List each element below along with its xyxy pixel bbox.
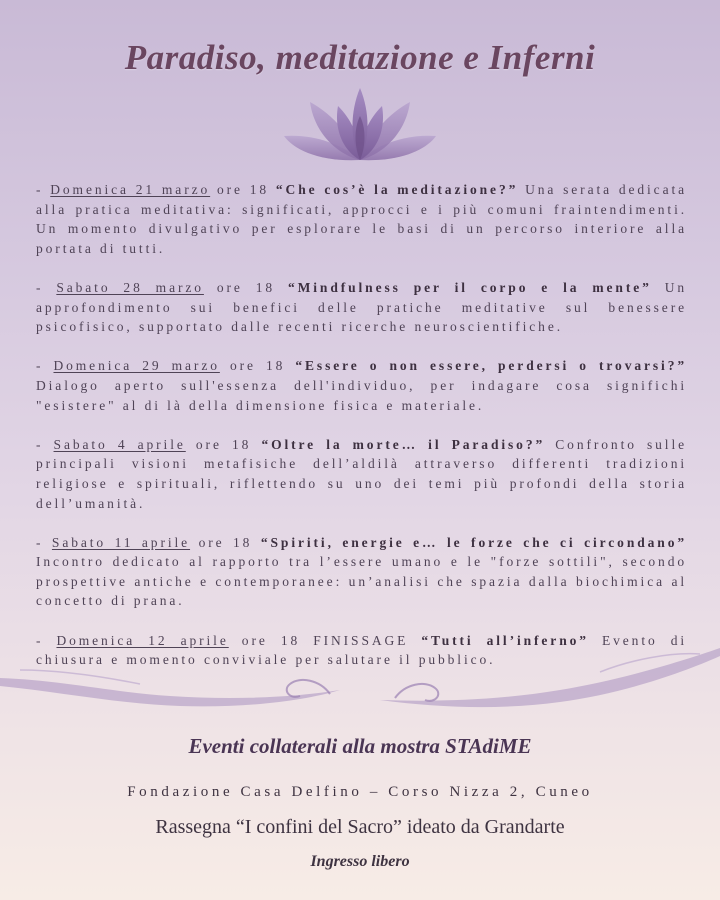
event-date: Domenica 21 marzo (50, 182, 211, 197)
page-title: Paradiso, meditazione e Inferni (124, 38, 596, 77)
event-description: Evento di chiusura e momento conviviale per salutare il pubblico. (36, 632, 687, 668)
event-description: Una serata dedicata alla pratica meditativa: significati, approcci e i più comuni fraintendimenti. Un momento divulgativo per esplorare le basi di un percorso interiore alla portata di tutti. (36, 182, 688, 256)
series-credit: Rassegna “I confini del Sacro” ideato da Grandarte (155, 816, 565, 838)
event-title: “Tutti all’inferno” (421, 632, 589, 648)
event-item (36, 435, 687, 513)
event-prefix: - (36, 534, 52, 550)
lotus-icon (280, 84, 440, 170)
event-prefix: - (36, 632, 57, 648)
venue-address: Fondazione Casa Delfino – Corso Nizza 2, Cuneo (127, 784, 593, 800)
event-time: ore 18 (203, 279, 288, 295)
event-description: Dialogo aperto sull'essenza dell'individuo, per indagare cosa significhi "esistere" al di là della dimensione fisica e materiale. (36, 377, 687, 413)
event-description: Confronto sulle principali visioni metafisiche dell’aldilà attraverso differenti tradizioni religiose e spirituali, riflettendo su uno dei temi più profondi della storia dell’umanità. (36, 436, 688, 511)
event-date: Domenica 29 marzo (53, 358, 220, 374)
event-time: ore 18 (185, 436, 262, 452)
event-item (36, 180, 687, 258)
event-description: Un approfondimento sui benefici delle pratiche meditative sul benessere psicofisico, supportato dalle recenti ricerche neuroscientifiche. (36, 279, 688, 335)
event-date: Sabato 11 aprile (51, 534, 191, 550)
event-item (36, 533, 687, 611)
event-item (36, 278, 687, 337)
decorative-flourish (0, 640, 720, 720)
event-date: Sabato 28 marzo (56, 279, 204, 295)
event-prefix: - (36, 436, 54, 452)
event-date: Sabato 4 aprile (53, 436, 186, 452)
event-time: ore 18 FINISSAGE (228, 632, 422, 648)
collateral-events-heading: Eventi collaterali alla mostra STAdiME (188, 734, 532, 758)
event-title: “Spiriti, energie e… le forze che ci circondano” (260, 534, 687, 550)
event-date: Domenica 12 aprile (56, 632, 229, 648)
free-entry-note: Ingresso libero (310, 853, 410, 870)
event-time: ore 18 (219, 358, 296, 374)
event-time: ore 18 (190, 534, 261, 550)
event-title: “Essere o non essere, perdersi o trovarsi?” (295, 358, 688, 374)
event-title: “Oltre la morte… il Paradiso?” (261, 436, 546, 452)
event-description: Incontro dedicato al rapporto tra l’essere umano e le "forze sottili", secondo prospettive antiche e contemporanee: un’analisi che spazia dalla biochimica al concetto di prana. (36, 554, 687, 609)
event-time: ore 18 (210, 182, 276, 197)
event-item (36, 356, 687, 415)
event-prefix: - (36, 358, 54, 374)
event-prefix: - (36, 279, 57, 295)
event-title: “Mindfulness per il corpo e la mente” (287, 279, 652, 295)
events-list (36, 180, 687, 689)
event-prefix: - (36, 182, 51, 197)
event-title: “Che cos’è la meditazione?” (275, 182, 519, 197)
